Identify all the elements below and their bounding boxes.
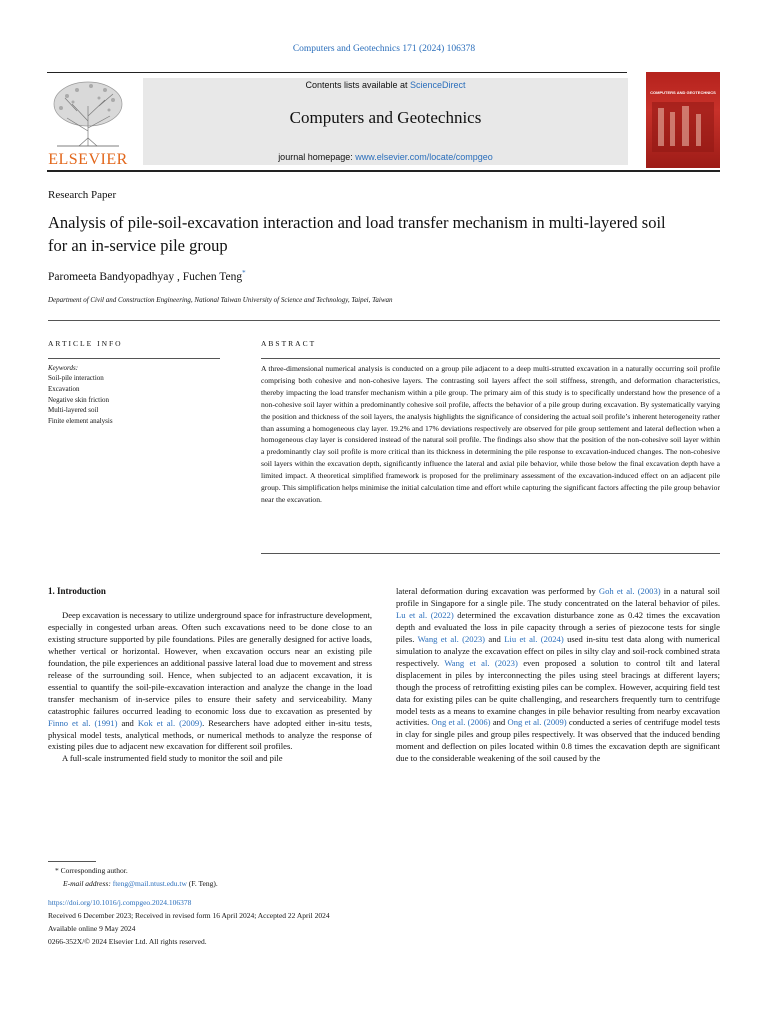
article-info-rule	[48, 358, 220, 359]
email-note	[63, 879, 218, 888]
sciencedirect-link[interactable]: ScienceDirect	[410, 80, 466, 90]
paper-type: Research Paper	[48, 189, 117, 201]
text-run: Deep excavation is necessary to utilize underground space for infrastructure development, especially in congested urban areas. Often such excavations need to be done close to an existing structure supported by pile foundations. Piles are generally designed for active loads, whether vertical or horizontal. However, when excavation occurs near an existing pile foundation, the pile experiences an additional passive lateral load due to movement and stress release of the surrounding soil. Hence, when subjected to an adjacent excavation, it is essential to quantify the soil-pile-excavation interaction and analyze the change in the load transfer mechanism of in-service piles to ensure their safety and serviceability. Many catastrophic failures occurred leading to economic loss due to excavation as presented by	[48, 610, 372, 716]
email-suffix: (F. Teng).	[186, 879, 218, 888]
received-dates: Received 6 December 2023; Received in revised form 16 April 2024; Accepted 22 April 2024	[48, 911, 330, 920]
article-info-heading: ARTICLE INFO	[48, 339, 123, 348]
text-run: and	[490, 717, 508, 728]
authors-text: Paromeeta Bandyopadhyay , Fuchen Teng	[48, 270, 243, 283]
keywords-label: Keywords:	[48, 364, 79, 372]
citation-link[interactable]: Wang et al. (2023)	[444, 657, 518, 668]
abstract-heading: ABSTRACT	[261, 339, 317, 348]
text-run: and	[117, 717, 138, 728]
citation-link[interactable]: Finno et al. (1991)	[48, 717, 118, 728]
text-run: lateral deformation during excavation was performed by	[396, 586, 599, 596]
homepage-line	[143, 152, 628, 162]
citation-link[interactable]: Lu et al. (2022)	[396, 609, 454, 620]
footnote-text: Corresponding author.	[58, 866, 128, 875]
contents-prefix: Contents lists available at	[305, 80, 411, 90]
body-column-left	[48, 610, 372, 765]
text-run: and	[485, 633, 505, 644]
doi-link[interactable]: https://doi.org/10.1016/j.compgeo.2024.106378	[48, 898, 192, 907]
corresponding-author-mark[interactable]: *	[242, 269, 246, 277]
keyword: Excavation	[48, 384, 80, 393]
text-run: in a natural soil profile in Singapore for a single pile. The study concentrated on the lateral behavior of piles.	[396, 586, 720, 608]
contents-line	[143, 80, 628, 90]
intro-paragraph-1	[48, 610, 372, 753]
section-heading-introduction: 1. Introduction	[48, 586, 106, 596]
citation-link[interactable]: Goh et al. (2003)	[598, 586, 661, 596]
abstract-bottom-rule	[261, 553, 720, 554]
homepage-link[interactable]: www.elsevier.com/locate/compgeo	[355, 152, 493, 162]
publisher-logo-text: ELSEVIER	[48, 151, 128, 168]
keyword: Soil-pile interaction	[48, 374, 104, 382]
intro-paragraph-2-continued	[396, 586, 720, 765]
cover-title: COMPUTERS AND GEOTECHNICS	[650, 90, 716, 95]
email-link[interactable]: fteng@mail.ntust.edu.tw	[112, 879, 187, 888]
author-list	[48, 269, 246, 283]
corresponding-author-note	[55, 866, 128, 875]
citation-link[interactable]: Kok et al. (2009)	[137, 717, 203, 728]
section-divider	[48, 320, 720, 321]
homepage-prefix: journal homepage:	[278, 152, 356, 162]
citation-link[interactable]: Ong et al. (2006)	[431, 717, 491, 728]
header-top-rule	[47, 72, 627, 73]
text-run: . Researchers have adopted either in-situ tests, physical model tests, analytical methods, or numerical methods to analyze the response of existing piles due to adjacent new excavation for different soil profiles.	[48, 717, 372, 752]
abstract-text: A three-dimensional numerical analysis is conducted on a group pile adjacent to a deep multi-strutted excavation in a naturally occurring soil profile comprising both cohesive and non-cohesive layers. The contrasting soil layers affect the soil stiffness, strength, and deformation characteristics, thereby impacting the load transfer mechanism within a pile group. The primary aim of this study is to specifically understand how the presence of a non-cohesive soil layer within a predominantly cohesive soil profile, affects the behavior of a pile group during excavation. By systematically varying the position and thickness of the soil layers, the analysis highlights the significance of considering the actual soil profile’s inherent heterogeneity rather than assuming a homogeneous clay layer. 19.2% and 17% deviations respectively are observed for pile group settlement and lateral deflection when a homogeneous clay layer is considered instead of the natural soil profile. The findings also show that the position of the non-cohesive soil layer within a predominantly clay soil profile is more critical than its thickness in determining the pile response to excavation-induced changes. The non-cohesive soil layers within the excavation depth, significantly influence the lateral and axial pile behavior, while those below the final excavation depth have a limited impact. A theoretical simplified framework is proposed for the preliminary assessment of the excavation-induced effect on an adjacent pile group. This simplification helps minimise the initial calculation time and effort while capturing the significant factors affecting the pile group behavior near the excavation.	[261, 364, 720, 504]
text-run: even proposed a solution to control tilt and lateral displacement in piles by interconnecting the piles using steel bracings at different layers; though the process of retrofitting existing piles can be complex. However, acquiring field test data for existing piles can be quite challenging, and researchers frequently turn to centrifuge model tests as a means to examine changes in pile behavior resulting from nearby excavation activities.	[396, 657, 720, 728]
copyright: 0266-352X/© 2024 Elsevier Ltd. All rights reserved.	[48, 937, 207, 946]
journal-reference[interactable]: Computers and Geotechnics 171 (2024) 106378	[292, 44, 476, 54]
paper-title: Analysis of pile-soil-excavation interaction and load transfer mechanism in multi-layered soil for an in-service pile group	[48, 213, 666, 255]
journal-cover-image	[646, 72, 720, 168]
text-run: determined the excavation disturbance zone as 0.42 times the excavation depth and evaluated the loss in pile capacity through a series of piezocone tests for single piles.	[396, 609, 720, 644]
email-label: E-mail address:	[63, 879, 113, 888]
body-column-right	[396, 586, 720, 765]
keyword: Negative skin friction	[48, 395, 110, 404]
abstract-rule	[261, 358, 720, 359]
citation-link[interactable]: Ong et al. (2009)	[507, 717, 567, 728]
keyword: Multi-layered soil	[48, 406, 99, 415]
keywords-list	[48, 373, 113, 427]
text-run: used in-situ test data along with numerical simulation to analyze the excavation effect on piles in silty clay and soil-rock combined strata respectively.	[396, 633, 720, 668]
footnote-rule	[48, 861, 96, 862]
text-run: conducted a series of centrifuge model tests in clay for single piles and group piles respectively. It was observed that the induced bending moment and deflection on piles located within 0.8 times the excavation depth are significant due to the considerable weakening of the soil caused by the	[396, 717, 720, 764]
affiliation: Department of Civil and Construction Engineering, National Taiwan University of Science and Technology, Taipei, Taiwan	[48, 296, 393, 304]
header-bottom-rule	[47, 170, 720, 172]
intro-paragraph-2: A full-scale instrumented field study to monitor the soil and pile	[62, 753, 283, 764]
keyword: Finite element analysis	[48, 417, 113, 426]
available-online: Available online 9 May 2024	[48, 924, 136, 933]
citation-link[interactable]: Wang et al. (2023)	[417, 633, 486, 644]
journal-title: Computers and Geotechnics	[289, 108, 482, 127]
citation-link[interactable]: Liu et al. (2024)	[504, 633, 564, 644]
footnote-mark: *	[55, 866, 59, 875]
